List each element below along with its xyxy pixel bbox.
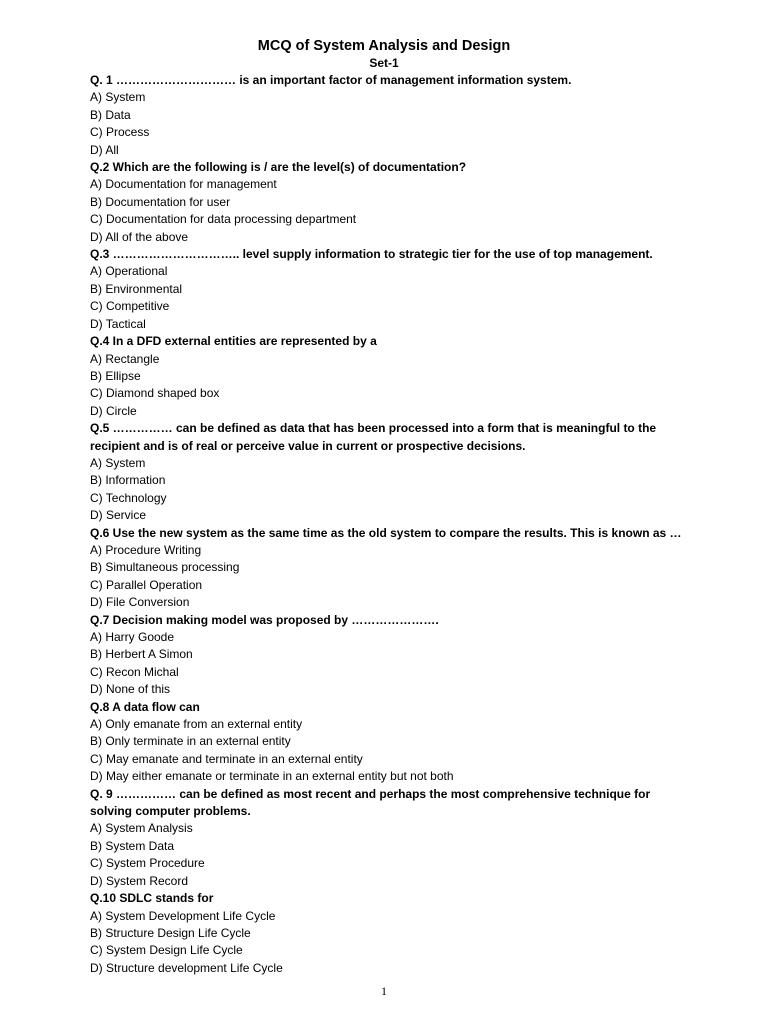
question-text: Q.10 SDLC stands for bbox=[90, 891, 214, 906]
option: D) Circle bbox=[90, 403, 137, 418]
option: C) System Design Life Cycle bbox=[90, 943, 243, 958]
option: C) Recon Michal bbox=[90, 664, 179, 679]
option: C) System Procedure bbox=[90, 856, 205, 871]
option: C) Process bbox=[90, 125, 150, 140]
question-text: Q.8 A data flow can bbox=[90, 699, 200, 714]
option: D) None of this bbox=[90, 682, 171, 697]
option: B) Information bbox=[90, 473, 166, 488]
option: C) Documentation for data processing department bbox=[90, 212, 357, 227]
option: A) System Analysis bbox=[90, 821, 193, 836]
option: B) System Data bbox=[90, 838, 175, 853]
option: B) Only terminate in an external entity bbox=[90, 734, 291, 749]
option: B) Environmental bbox=[90, 281, 183, 296]
option: A) Rectangle bbox=[90, 351, 160, 366]
option: D) Structure development Life Cycle bbox=[90, 960, 283, 975]
question-text: Q.5 …………… can be defined as data that has been processed into a form that is meaningful to the bbox=[90, 421, 657, 436]
option: D) May either emanate or terminate in an external entity but not both bbox=[90, 769, 454, 784]
question-text: Q.7 Decision making model was proposed by …………………. bbox=[90, 612, 439, 627]
question-block bbox=[90, 612, 690, 699]
option: A) Procedure Writing bbox=[90, 542, 202, 557]
document-title: MCQ of System Analysis and Design bbox=[257, 38, 511, 54]
question-text-continued: recipient and is of real or perceive value in current or prospective decisions. bbox=[90, 438, 526, 453]
document-subtitle: Set-1 bbox=[369, 56, 399, 70]
option: B) Ellipse bbox=[90, 368, 141, 383]
option: B) Structure Design Life Cycle bbox=[90, 925, 251, 940]
question-text: Q. 1 ………………………… is an important factor of management information system. bbox=[90, 73, 572, 87]
option: B) Simultaneous processing bbox=[90, 560, 240, 575]
option: B) Documentation for user bbox=[90, 194, 231, 209]
question-text: Q.6 Use the new system as the same time as the old system to compare the results. This is known as … bbox=[90, 525, 682, 540]
option: A) System bbox=[90, 90, 146, 105]
option: D) Service bbox=[90, 508, 147, 523]
question-block bbox=[90, 420, 690, 524]
option: C) Technology bbox=[90, 490, 167, 505]
question-text: Q.4 In a DFD external entities are represented by a bbox=[90, 334, 377, 349]
option: A) Only emanate from an external entity bbox=[90, 717, 303, 732]
option: D) System Record bbox=[90, 873, 189, 888]
question-block bbox=[90, 159, 690, 246]
question-text: Q.2 Which are the following is / are the level(s) of documentation? bbox=[90, 160, 467, 175]
option: C) Competitive bbox=[90, 299, 170, 314]
option: D) All bbox=[90, 142, 119, 157]
option: D) File Conversion bbox=[90, 595, 190, 610]
option: C) Parallel Operation bbox=[90, 577, 203, 592]
question-block bbox=[90, 333, 690, 420]
option: B) Herbert A Simon bbox=[90, 647, 193, 662]
option: A) Operational bbox=[90, 264, 168, 279]
option: A) System bbox=[90, 455, 146, 470]
option: B) Data bbox=[90, 107, 131, 122]
question-block bbox=[90, 525, 690, 612]
option: D) Tactical bbox=[90, 316, 146, 331]
option: A) Documentation for management bbox=[90, 177, 277, 192]
question-block bbox=[90, 890, 690, 977]
page-number: 1 bbox=[381, 984, 387, 998]
question-block bbox=[90, 786, 690, 890]
option: A) System Development Life Cycle bbox=[90, 908, 276, 923]
question-text-continued: solving computer problems. bbox=[90, 804, 251, 819]
option: D) All of the above bbox=[90, 229, 189, 244]
option: C) Diamond shaped box bbox=[90, 386, 220, 401]
question-text: Q.3 ………………………….. level supply information to strategic tier for the use of top management. bbox=[90, 247, 653, 262]
question-text: Q. 9 …………… can be defined as most recent and perhaps the most comprehensive technique for bbox=[90, 786, 651, 801]
question-block bbox=[90, 72, 690, 159]
question-block bbox=[90, 699, 690, 786]
question-list bbox=[90, 72, 690, 977]
option: A) Harry Goode bbox=[90, 630, 175, 644]
question-block bbox=[90, 246, 690, 333]
option: C) May emanate and terminate in an external entity bbox=[90, 751, 363, 766]
